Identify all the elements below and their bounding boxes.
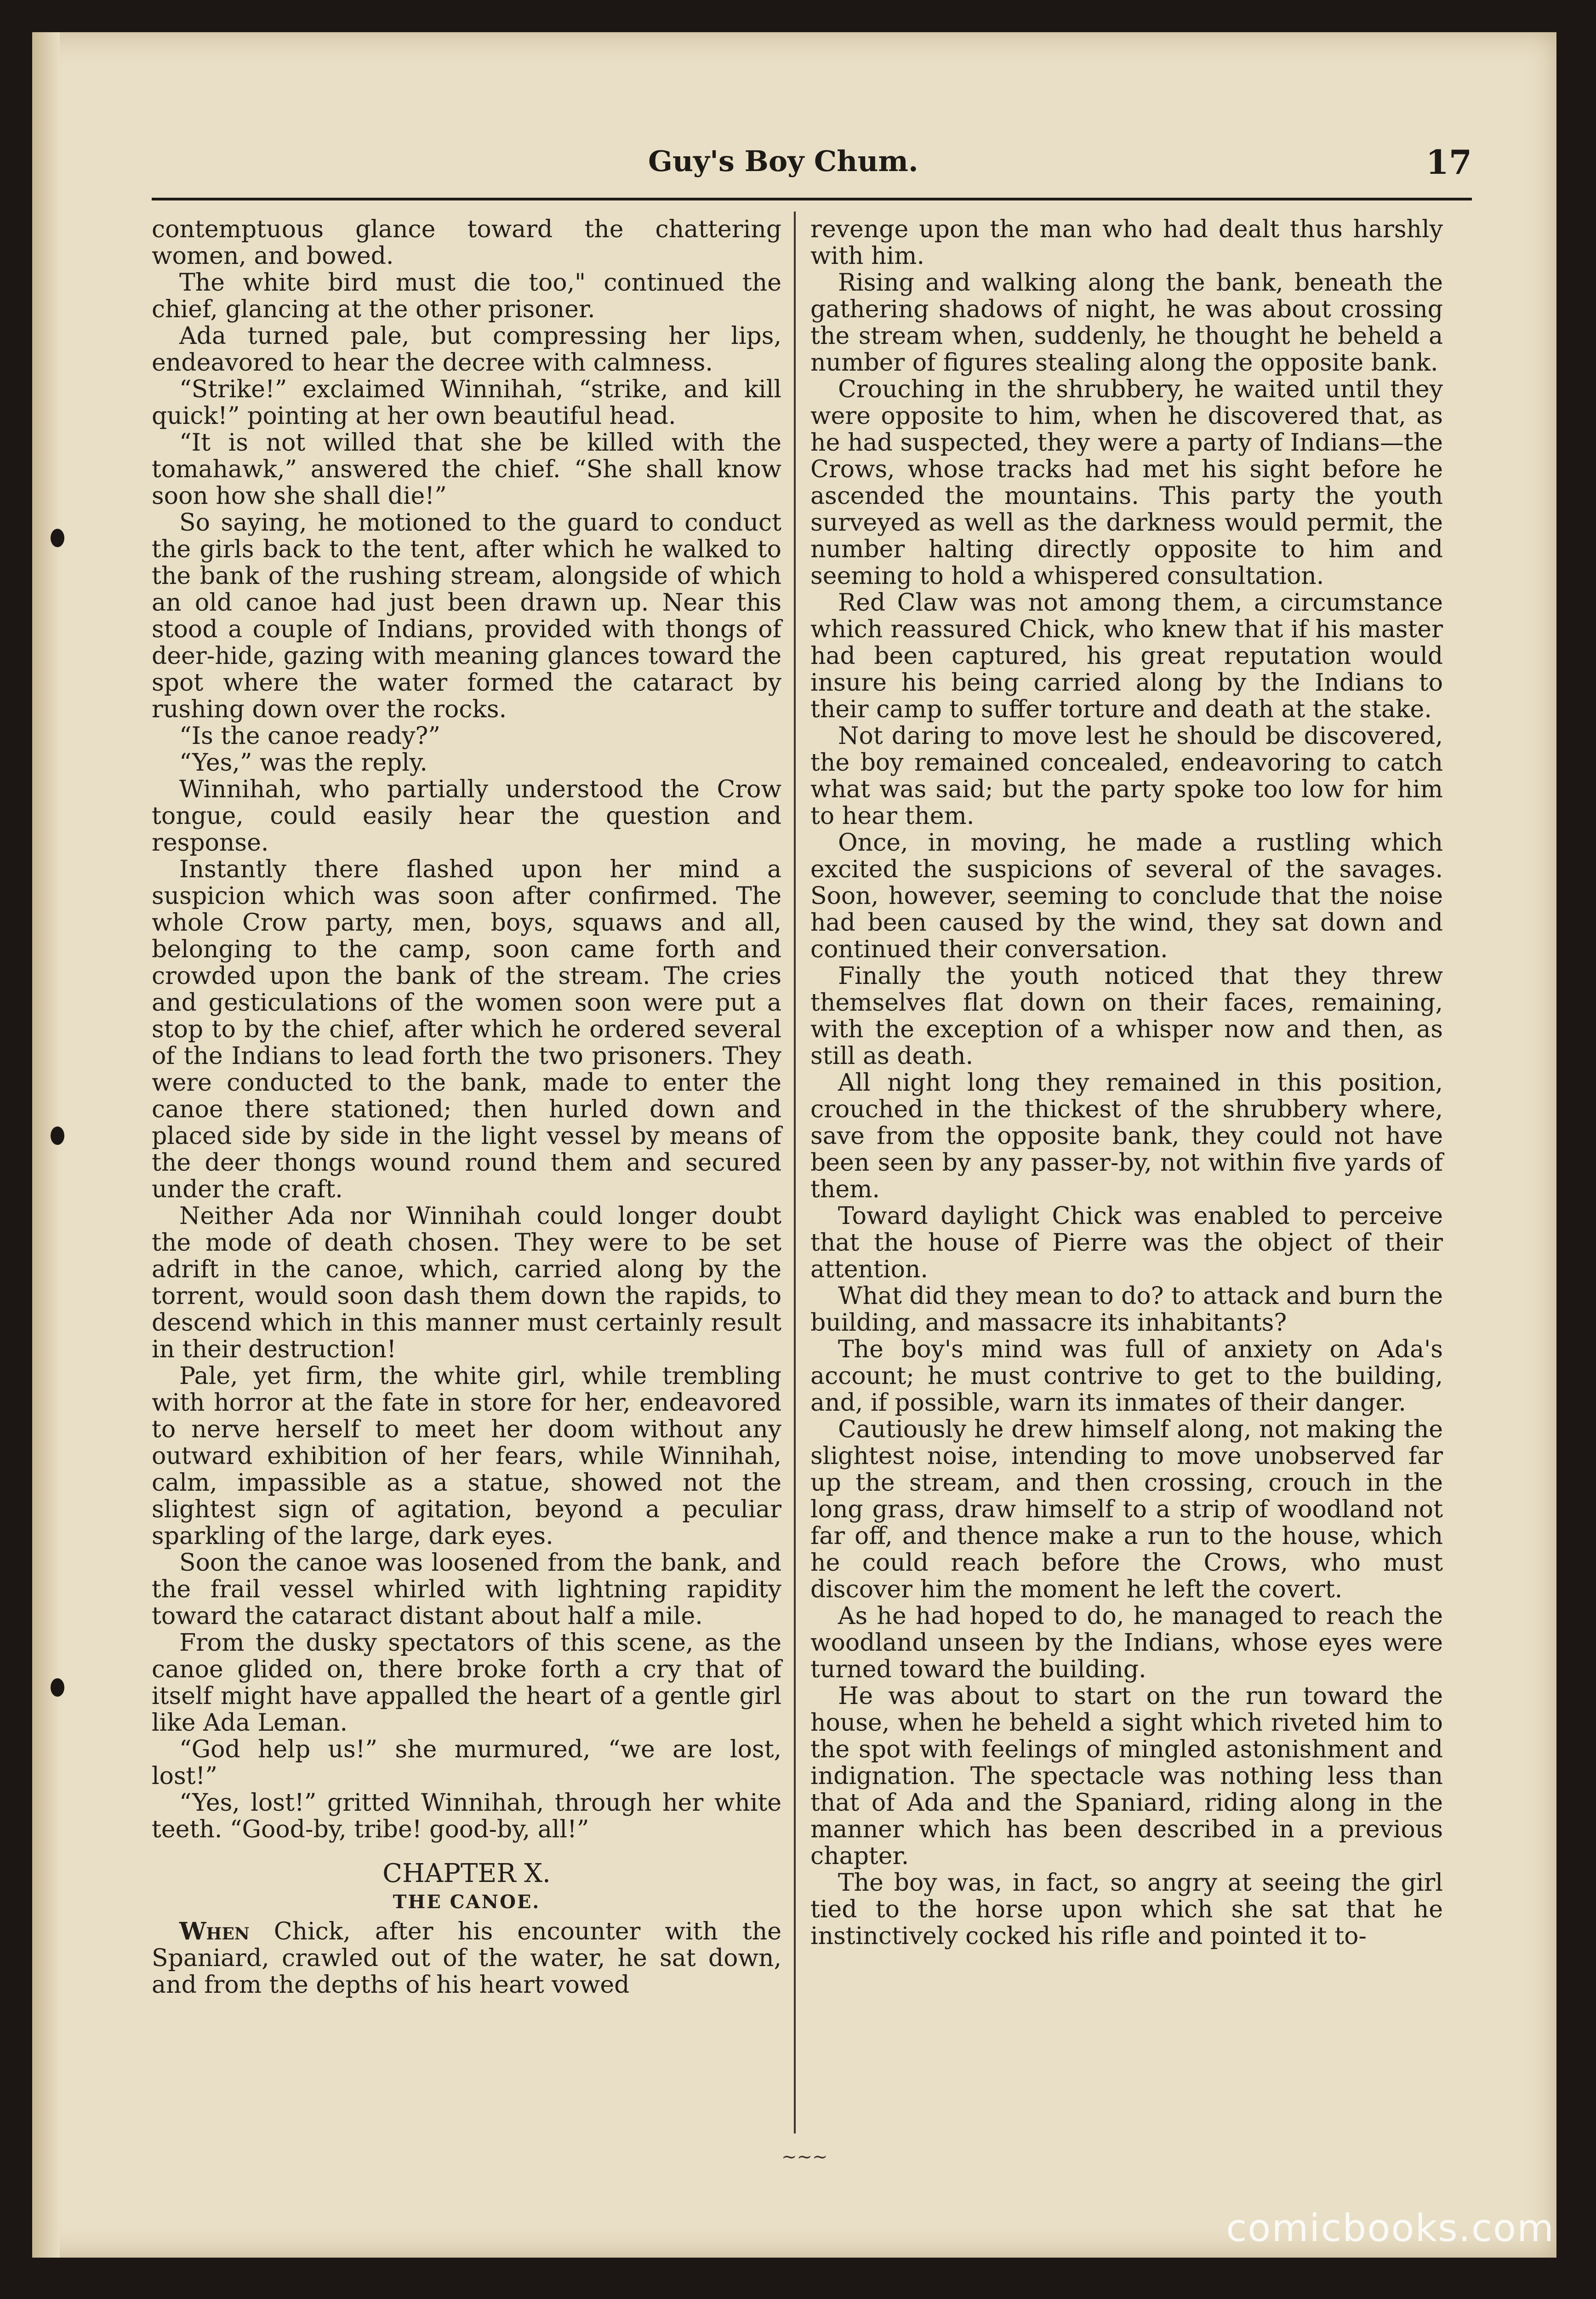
paragraph: Cautiously he drew himself along, not making the slightest noise, intending to move unobserved far up the stream, and then crossing, crouch in the long grass, draw himself to a strip of woodland not far off, and thence make a run to the house, which he could reach before the Crows, who must discover him the moment he left the covert.: [810, 1416, 1443, 1603]
paragraph: “It is not willed that she be killed with the tomahawk,” answered the chief. “She shall know soon how she shall die!”: [152, 429, 781, 510]
paragraph: Crouching in the shrubbery, he waited until they were opposite to him, when he discovered that, as he had suspected, they were a party of Indians—the Crows, whose tracks had met his sight before he ascended the mountains. This party the youth surveyed as well as the darkness would permit, the number halting directly opposite to him and seeming to hold a whispered consultation.: [810, 376, 1443, 590]
paragraph: All night long they remained in this position, crouched in the thickest of the shrubbery where, save from the opposite bank, they could not have been seen by any passer-by, not within five yards of them.: [810, 1069, 1443, 1203]
footer-ornament: ~~~: [781, 2146, 828, 2167]
binding-hole: [51, 1127, 64, 1145]
right-column: [810, 216, 1443, 1950]
paragraph: What did they mean to do? to attack and burn the building, and massacre its inhabitants?: [810, 1282, 1443, 1337]
paragraph: As he had hoped to do, he managed to reach the woodland unseen by the Indians, whose eyes were turned toward the building.: [810, 1602, 1443, 1683]
paragraph: He was about to start on the run toward the house, when he beheld a sight which riveted him to the spot with feelings of mingled astonishment and indignation. The spectacle was nothing less than that of Ada and the Spaniard, riding along in the manner which has been described in a previous chapter.: [810, 1682, 1443, 1870]
paragraph: “Yes, lost!” gritted Winnihah, through her white teeth. “Good-by, tribe! good-by, all!”: [152, 1789, 781, 1843]
left-column: [152, 216, 781, 1998]
binding-hole: [51, 529, 64, 547]
paragraph-rest: Chick, after his encounter with the Spaniard, crawled out of the water, he sat down, and from the depths of his heart vowed: [152, 1918, 781, 1999]
paragraph: Rising and walking along the bank, beneath the gathering shadows of night, he was about crossing the stream when, suddenly, he thought he beheld a number of figures stealing along the opposite bank.: [810, 269, 1443, 377]
paragraph: Red Claw was not among them, a circumstance which reassured Chick, who knew that if his master had been captured, his great reputation would insure his being carried along by the Indians to their camp to suffer torture and death at the stake.: [810, 589, 1443, 723]
watermark: comicbooks.com: [1226, 2207, 1555, 2250]
running-header: [152, 138, 1472, 200]
paragraph: The boy was, in fact, so angry at seeing the girl tied to the horse upon which she sat that he instinctively cocked his rifle and pointed it to-: [810, 1869, 1443, 1950]
paragraph: Finally the youth noticed that they threw themselves flat down on their faces, remaining, with the exception of a whisper now and then, as still as death.: [810, 962, 1443, 1070]
paragraph: Winnihah, who partially understood the Crow tongue, could easily hear the question and response.: [152, 776, 781, 857]
paragraph: “God help us!” she murmured, “we are lost, lost!”: [152, 1736, 781, 1790]
paragraph: The white bird must die too," continued the chief, glancing at the other prisoner.: [152, 269, 781, 323]
paragraph: Instantly there flashed upon her mind a suspicion which was soon after confirmed. The whole Crow party, men, boys, squaws and all, belonging to the camp, soon came forth and crowded upon the bank of the stream. The cries and gesticulations of the women soon were put a stop to by the chief, after which he ordered several of the Indians to lead forth the two prisoners. They were conducted to the bank, made to enter the canoe there stationed; then hurled down and placed side by side in the light vessel by means of the deer thongs wound round them and secured under the craft.: [152, 856, 781, 1203]
chapter-heading: CHAPTER X.: [382, 1859, 551, 1888]
paragraph: Toward daylight Chick was enabled to perceive that the house of Pierre was the object of their attention.: [810, 1202, 1443, 1283]
running-title: Guy's Boy Chum.: [648, 144, 918, 178]
paragraph: So saying, he motioned to the guard to conduct the girls back to the tent, after which he walked to the bank of the rushing stream, alongside of which an old canoe had just been drawn up. Near this stood a couple of Indians, provided with thongs of deer-hide, gazing with meaning glances toward the spot where the water formed the cataract by rushing down over the rocks.: [152, 509, 781, 723]
paragraph: revenge upon the man who had dealt thus harshly with him.: [810, 216, 1443, 270]
paragraph: “Is the canoe ready?”: [179, 722, 441, 750]
paragraph: “Yes,” was the reply.: [179, 749, 428, 777]
paragraph: “Strike!” exclaimed Winnihah, “strike, and kill quick!” pointing at her own beautiful head.: [152, 376, 781, 430]
paragraph: contemptuous glance toward the chattering women, and bowed.: [152, 216, 781, 270]
column-divider: [794, 212, 796, 2133]
chapter-subheading: THE CANOE.: [393, 1891, 541, 1913]
paragraph: From the dusky spectators of this scene, as the canoe glided on, there broke forth a cry that of itself might have appalled the heart of a gentle girl like Ada Leman.: [152, 1629, 781, 1737]
binding-hole: [51, 1678, 64, 1697]
first-word: When: [179, 1917, 250, 1945]
paragraph: Once, in moving, he made a rustling which excited the suspicions of several of the savages. Soon, however, seeming to conclude that the noise had been caused by the wind, they sat down and continued their conversation.: [810, 829, 1443, 963]
paragraph: Ada turned pale, but compressing her lips, endeavored to hear the decree with calmness.: [152, 322, 781, 377]
paragraph: Neither Ada nor Winnihah could longer doubt the mode of death chosen. They were to be set adrift in the canoe, which, carried along by the torrent, would soon dash them down the rapids, to descend which in this manner must certainly result in their destruction!: [152, 1202, 781, 1363]
chapter-opening-paragraph: [152, 1918, 781, 1998]
page-number: 17: [1425, 143, 1472, 182]
paragraph: The boy's mind was full of anxiety on Ada's account; he must contrive to get to the building, and, if possible, warn its inmates of their danger.: [810, 1336, 1443, 1417]
paragraph: Pale, yet firm, the white girl, while trembling with horror at the fate in store for her, endeavored to nerve herself to meet her doom without any outward exhibition of her fears, while Winnihah, calm, impassible as a statue, showed not the slightest sign of agitation, beyond a peculiar sparkling of the large, dark eyes.: [152, 1362, 781, 1550]
paragraph: Not daring to move lest he should be discovered, the boy remained concealed, endeavoring to catch what was said; but the party spoke too low for him to hear them.: [810, 722, 1443, 830]
paragraph: Soon the canoe was loosened from the bank, and the frail vessel whirled with lightning rapidity toward the cataract distant about half a mile.: [152, 1549, 781, 1630]
